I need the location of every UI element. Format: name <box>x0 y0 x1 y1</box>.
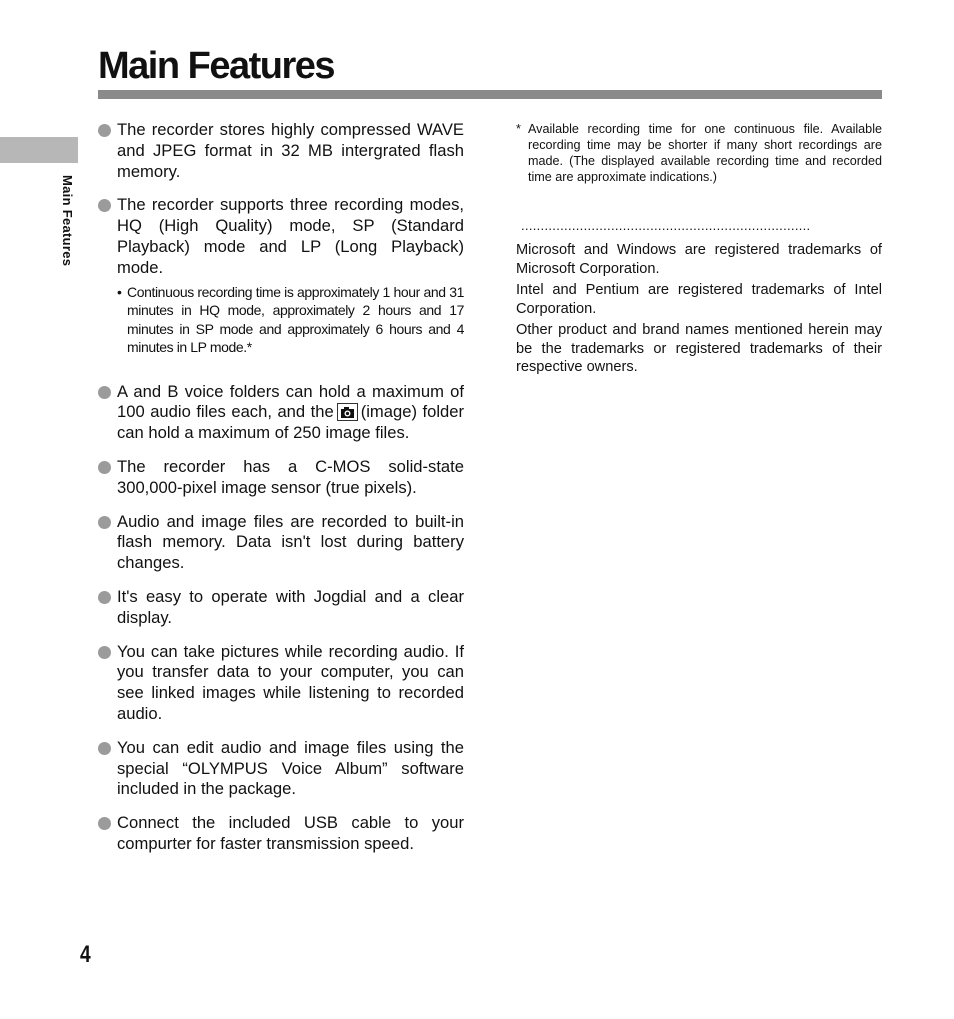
bullet-circle-icon <box>98 591 111 604</box>
feature-item <box>98 813 464 855</box>
bullet-circle-icon <box>98 742 111 755</box>
feature-item <box>98 457 464 499</box>
page-title: Main Features <box>98 45 335 87</box>
subnote-text: Continuous recording time is approximately 1 hour and 31 minutes in HQ mode, approximately 2 hours and 17 minutes in SP mode and approximately 6 hours and 4 minutes in LP mode.* <box>127 283 464 356</box>
title-underline-bar <box>98 90 882 99</box>
bullet-circle-icon <box>98 516 111 529</box>
small-bullet-icon: • <box>117 283 122 300</box>
section-tab-marker <box>0 137 78 163</box>
features-list <box>98 120 464 868</box>
feature-text: Connect the included USB cable to your compurter for faster transmission speed. <box>117 813 464 853</box>
feature-text: The recorder stores highly compressed WAVE and JPEG format in 32 MB intergrated flash memory. <box>117 120 464 181</box>
trademark-notice: Intel and Pentium are registered trademarks of Intel Corporation. <box>516 282 882 317</box>
dotted-separator: .......................................................................... <box>521 219 811 233</box>
feature-item <box>98 195 464 356</box>
bullet-circle-icon <box>98 199 111 212</box>
trademark-notice: Other product and brand names mentioned herein may be the trademarks or registered trademarks of their respective owners. <box>516 322 882 375</box>
feature-item <box>98 512 464 574</box>
feature-item <box>98 642 464 725</box>
bullet-circle-icon <box>98 461 111 474</box>
right-column <box>516 121 882 380</box>
bullet-circle-icon <box>98 386 111 399</box>
trademark-notice: Microsoft and Windows are registered trademarks of Microsoft Corporation. <box>516 242 882 277</box>
footnote-text: Available recording time for one continuous file. Available recording time may be shorter if many short recordings are made. (The displayed available recording time and recorded time are approximate indications.) <box>528 122 882 184</box>
camera-icon <box>337 403 358 421</box>
feature-text: Audio and image files are recorded to built-in flash memory. Data isn't lost during battery changes. <box>117 511 464 573</box>
feature-item <box>98 587 464 629</box>
recording-time-footnote <box>516 121 882 185</box>
feature-text-part: A and B voice folders can hold a maximum of 100 audio files each, and the <box>117 381 464 422</box>
bullet-circle-icon <box>98 817 111 830</box>
asterisk-mark: * <box>516 122 521 136</box>
feature-item <box>98 382 464 444</box>
feature-item <box>98 120 464 182</box>
feature-text <box>117 382 464 444</box>
bullet-circle-icon <box>98 646 111 659</box>
feature-text: It's easy to operate with Jogdial and a clear display. <box>117 586 464 627</box>
feature-text-part: (image) folder can hold a maximum of 250 image files. <box>117 402 464 443</box>
feature-text: The recorder has a C-MOS solid-state 300,000-pixel image sensor (true pixels). <box>117 456 464 497</box>
feature-text: You can edit audio and image files using the special “OLYMPUS Voice Album” software included in the package. <box>117 737 464 799</box>
feature-text: You can take pictures while recording audio. If you transfer data to your computer, you can see linked images while listening to recorded audio. <box>117 641 464 723</box>
feature-subnote <box>117 283 464 357</box>
section-side-label: Main Features <box>60 175 75 267</box>
bullet-circle-icon <box>98 124 111 137</box>
feature-item <box>98 738 464 800</box>
page-number: 4 <box>80 941 91 968</box>
feature-text: The recorder supports three recording modes, HQ (High Quality) mode, SP (Standard Playback) mode and LP (Long Playback) mode. <box>117 195 464 277</box>
